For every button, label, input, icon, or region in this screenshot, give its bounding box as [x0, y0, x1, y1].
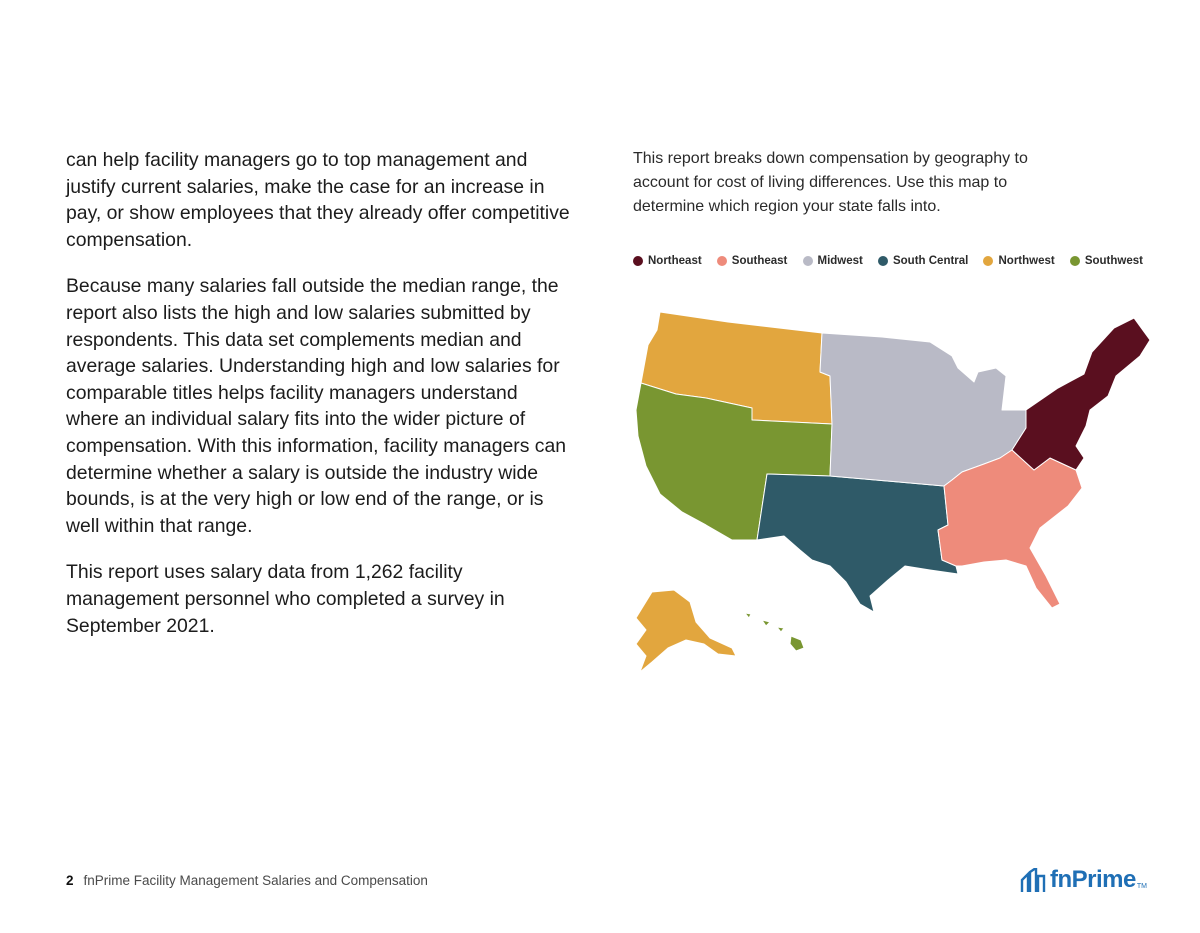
legend-swatch-midwest [803, 256, 813, 266]
region-southwest-hawaii-3 [777, 627, 784, 632]
legend-swatch-northeast [633, 256, 643, 266]
legend-item-midwest [803, 255, 863, 267]
region-southwest-hawaii-2 [762, 620, 770, 626]
region-northeast [1012, 318, 1150, 470]
region-southwest-hawaii-4 [790, 636, 804, 651]
logo-text: fnPrime [1050, 866, 1136, 893]
legend-item-northeast [633, 255, 702, 267]
legend-label-southwest: Southwest [1084, 255, 1143, 267]
map-intro-text: This report breaks down compensation by geography to account for cost of living differences. Use this map to determine which region your state falls into. [633, 150, 1028, 215]
legend-item-south-central [878, 255, 968, 267]
building-icon [1020, 868, 1050, 892]
legend-swatch-south-central [878, 256, 888, 266]
us-region-map [630, 300, 1150, 680]
legend-label-northeast: Northeast [648, 255, 702, 267]
body-paragraph-1: can help facility managers go to top management and justify current salaries, make the case for an increase in pay, or show employees that they already offer competitive compensation. [66, 149, 570, 251]
footer-title: fnPrime Facility Management Salaries and Compensation [83, 873, 428, 888]
fnprime-logo [1020, 864, 1147, 892]
body-paragraph-2: Because many salaries fall outside the median range, the report also lists the high and low salaries submitted by respondents. This data set complements median and average salaries. Understanding high and low salaries for comparable titles helps facility managers understand where an individual salary fits into the wider picture of compensation. With this information, facility managers can determine whether a salary is outside the industry wide bounds, is at the very high or low end of the range, or is well within that range. [66, 275, 567, 537]
legend-item-southeast [717, 255, 788, 267]
legend-label-northwest: Northwest [998, 255, 1055, 267]
legend-item-northwest [983, 255, 1054, 267]
legend-item-southwest [1070, 255, 1143, 267]
region-southeast [938, 450, 1082, 608]
body-paragraph-3: This report uses salary data from 1,262 facility management personnel who completed a survey in September 2021. [66, 561, 505, 637]
legend-swatch-southeast [717, 256, 727, 266]
page-number: 2 [66, 873, 74, 888]
legend-label-southeast: Southeast [731, 255, 788, 267]
region-northwest-alaska [636, 590, 736, 672]
logo-trademark: TM [1136, 883, 1147, 890]
legend-label-south-central: South Central [892, 255, 969, 267]
page-footer [66, 873, 428, 888]
legend-swatch-northwest [983, 256, 993, 266]
region-legend [633, 255, 1143, 267]
legend-swatch-southwest [1070, 256, 1080, 266]
region-south-central [757, 474, 958, 612]
region-southwest-hawaii-1 [745, 613, 751, 618]
legend-label-midwest: Midwest [817, 255, 863, 267]
body-text-column [66, 147, 571, 659]
